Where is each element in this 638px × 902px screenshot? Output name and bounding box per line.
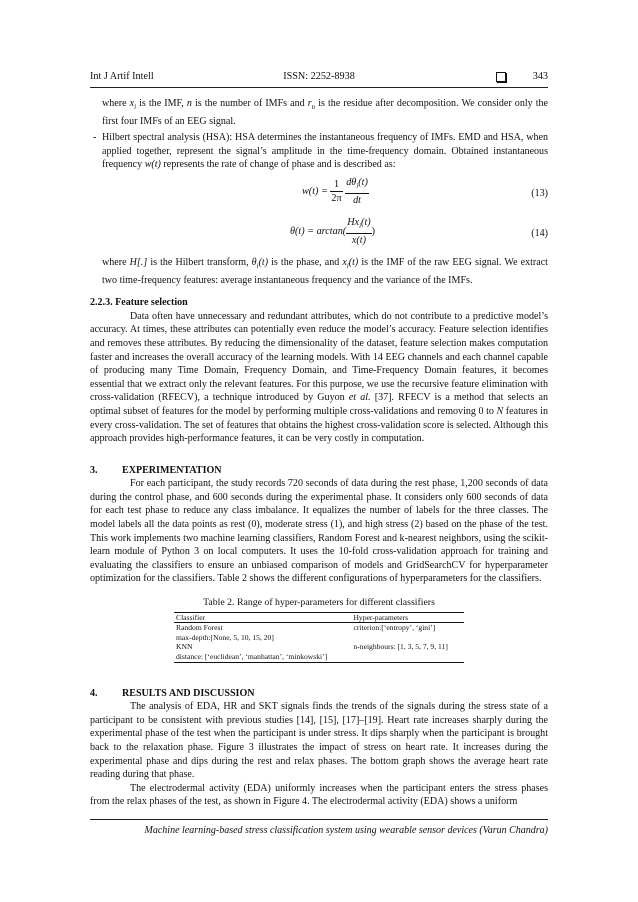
- table-row: [174, 633, 464, 643]
- page-header: [90, 71, 548, 85]
- results-paragraph-1: The analysis of EDA, HR and SKT signals finds the trends of the signals during the stress state of a participant to be consistent with previous studies [14], [15], [17]–[19]. Heart rate increases sharply during the experimental phase of the test when the participant is under stress. It dips sharply when the participant is brought back to the relaxation phase. Figure 3 illustrates the impact of stress on heart rate. It increases during the experimental phase and dips during the rest and relax phases. The bottom graph shows the average heart rate reading during that phase.: [90, 701, 548, 781]
- table-cell: Random Forest: [176, 623, 223, 633]
- page-number: 343: [532, 71, 548, 82]
- table-header-cell: Classifier: [174, 612, 351, 623]
- header-rule: [90, 87, 548, 88]
- table-cell: distance: [‘euclidean’, ‘manhattan’, ‘minkowski’]: [174, 652, 351, 662]
- subsection-heading: 2.2.3. Feature selection: [90, 297, 188, 309]
- issn: ISSN: 2252-8938: [283, 71, 355, 82]
- results-paragraph-2: The electrodermal activity (EDA) uniformly increases when the participant enters the stress phases from the relax phases of the test, as shown in Figure 4. The electrodermal activity (EDA) shows a uniform: [90, 782, 548, 808]
- journal-name: Int J Artif Intell: [90, 71, 154, 82]
- table-cell: [351, 633, 464, 643]
- table-cell: criterion:[‘entropy’, ‘gini’]: [353, 623, 436, 633]
- table-header-cell: Hyper-parameters: [351, 612, 464, 623]
- table-cell: KNN: [176, 642, 193, 652]
- table-caption: Table 2. Range of hyper-parameters for different classifiers: [203, 597, 435, 609]
- table-header-row: [174, 612, 464, 623]
- table-cell: [351, 652, 464, 662]
- equation-14-number: (14): [531, 227, 548, 239]
- section-heading-experimentation: 3. EXPERIMENTATION: [90, 464, 222, 476]
- main-content: [90, 97, 548, 809]
- section-heading-results: 4. RESULTS AND DISCUSSION: [90, 687, 255, 699]
- table-row: [174, 642, 464, 652]
- experimentation-paragraph: For each participant, the study records 720 seconds of data during the rest phase, 1,200 seconds of data during the control phase, and 600 seconds during the experimental phase. It considers only 600 seconds of data for each test phase to reduce any class imbalance. It equalizes the number of labels for the three classes. The model labels all the data points as rest (0), moderate stress (1), and high stress (2) based on the phase of the test. This work implements two machine learning classifiers, Random Forest and k-nearest neighbors, using the scikit-learn module of Python 3 on local computers. It uses the 10-fold cross-validation approach for training and evaluating the classifiers to ensure an unbiased comparison of models and GridSearchCV for hyperparameter optimization for the classifiers. Table 2 shows the different configurations of hyperparameters for the classifiers.: [90, 478, 548, 585]
- feature-selection-paragraph: Data often have unnecessary and redundant attributes, which do not contribute to a predictive model’s accuracy. At times, these attributes can potentially even reduce the model’s accuracy. Feature selection identifies and removes these attributes. By reducing the dimensionality of the dataset, feature selection makes computation faster and increases the overall accuracy of the learning models. With 14 EEG channels and each channel capable of producing many Time Domain, Frequency Domain, and Time-Frequency Domain features, it becomes essential that we extract only the relevant features. For this purpose, we use the recursive feature elimination with cross-validation (RFECV), a technique introduced by Guyon et al. [37]. RFECV is a method that selects an optimal subset of features for the model by performing multiple cross-validations and removing 0 to N features in every cross-validation. The set of features that obtains the highest cross-validation score is selected. Although this approach provides high-performance features, it can be very costly in computation.: [90, 310, 549, 445]
- bullet-hsa: - Hilbert spectral analysis (HSA): HSA determines the instantaneous frequency of IMFs. EMD and HSA, when applied together, represent the signal’s amplitude in the time-frequency domain. Obtained instantaneous frequency w(t) represents the rate of change of phase and is described as:: [93, 132, 548, 171]
- table-cell: max-depth:[None, 5, 10, 15, 20]: [176, 632, 274, 642]
- square-icon: [496, 72, 506, 82]
- table-2: [90, 596, 548, 663]
- hilbert-definition: where H[.] is the Hilbert transform, $\theta_i(t)$ is the phase, and $x_i(t)$ is the IMF of the raw EEG signal. We extract two time-frequency features: average instantaneous frequency and the variance of the IMFs.: [102, 256, 548, 286]
- equation-13: w(t) = $\frac{1}{2\pi}$ $\frac{d\theta_i(t)}{dt}$ (13): [302, 176, 548, 206]
- equation-14: θ(t) = arctan( $\frac{Hx_i(t)}{x(t)}$ ) (14): [290, 216, 548, 246]
- bullet-dash: -: [93, 132, 97, 144]
- imf-definition: where $x_i$ is the IMF, n is the number of IMFs and $r_n$ is the residue after decomposition. We consider only the first four IMFs of an EEG signal.: [102, 98, 548, 127]
- table-row: [174, 652, 464, 662]
- table-row: [174, 623, 464, 633]
- footer-rule: [90, 819, 548, 820]
- hyperparameter-table: [174, 612, 464, 663]
- equation-13-number: (13): [531, 187, 548, 199]
- page-footer: Machine learning-based stress classification system using wearable sensor devices (Varun Chandra): [144, 825, 548, 836]
- table-cell: n-neighbours: [1, 3, 5, 7, 9, 11]: [353, 642, 448, 652]
